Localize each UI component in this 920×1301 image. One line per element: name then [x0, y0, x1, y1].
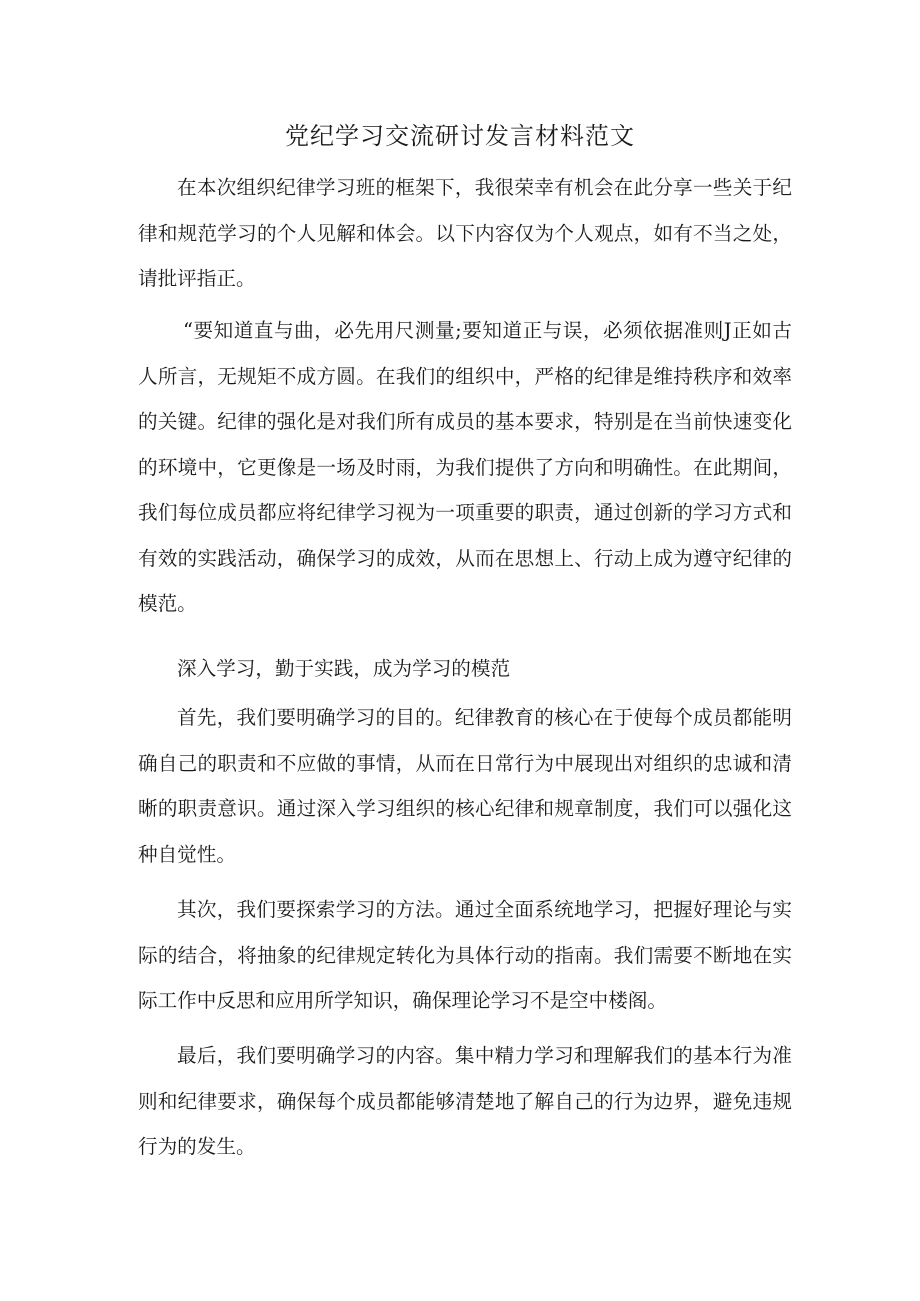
paragraph-last: 最后，我们要明确学习的内容。集中精力学习和理解我们的基本行为准则和纪律要求，确保每个成员都能够清楚地了解自己的行为边界，避免违规行为的发生。 — [138, 1044, 792, 1158]
paragraph-quote: “要知道直与曲，必先用尺测量;要知道正与误，必须依据准则J正如古人所言，无规矩不成方圆。在我们的组织中，严格的纪律是维持秩序和效率的关键。纪律的强化是对我们所有成员的基本要求，特别是在当前快速变化的环境中，它更像是一场及时雨，为我们提供了方向和明确性。在此期间，我们每位成员都应将纪律学习视为一项重要的职责，通过创新的学习方式和有效的实践活动，确保学习的成效，从而在思想上、行动上成为遵守纪律的模范。 — [138, 319, 792, 615]
paragraph-first: 首先，我们要明确学习的目的。纪律教育的核心在于使每个成员都能明确自己的职责和不应做的事情，从而在日常行为中展现出对组织的忠诚和清晰的职责意识。通过深入学习组织的核心纪律和规章制度，我们可以强化这种自觉性。 — [138, 706, 792, 866]
paragraph-second: 其次，我们要探索学习的方法。通过全面系统地学习，把握好理论与实际的结合，将抽象的纪律规定转化为具体行动的指南。我们需要不断地在实际工作中反思和应用所学知识，确保理论学习不是空中楼阁。 — [138, 898, 792, 1012]
document-title: 党纪学习交流研讨发言材料范文 — [285, 122, 635, 150]
paragraph-introduction: 在本次组织纪律学习班的框架下，我很荣幸有机会在此分享一些关于纪律和规范学习的个人见解和体会。以下内容仅为个人观点，如有不当之处，请批评指正。 — [138, 176, 792, 290]
section-heading: 深入学习，勤于实践，成为学习的模范 — [177, 657, 511, 680]
